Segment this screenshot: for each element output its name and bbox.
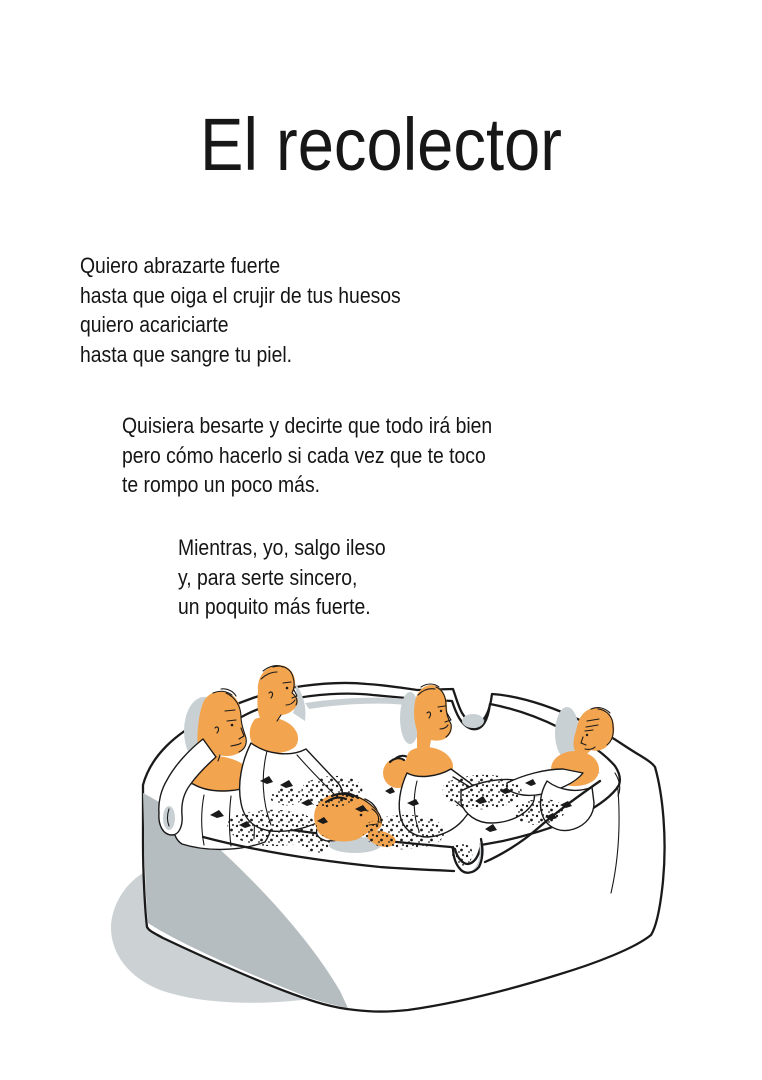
stanza-3 [178, 533, 386, 622]
poem-line: un poquito más fuerte. [178, 594, 371, 619]
ashtray-drawing [55, 633, 667, 1047]
poem-line: hasta que sangre tu piel. [80, 341, 293, 367]
stanza-1 [80, 251, 401, 369]
stanza-2 [122, 411, 492, 500]
poem-line: hasta que oiga el crujir de tus huesos [80, 282, 401, 308]
poem-line: Mientras, yo, salgo ileso [178, 535, 386, 560]
poem-line: te rompo un poco más. [122, 472, 321, 497]
poem-line: quiero acariciarte [80, 312, 229, 337]
poem-line: y, para serte sincero, [178, 564, 358, 590]
poem-line: Quiero abrazarte fuerte [80, 253, 281, 278]
poem-title: El recolector [200, 102, 562, 186]
poem-line: Quisiera besarte y decirte que todo irá bien [122, 413, 493, 438]
poem-line: pero cómo hacerlo si cada vez que te toco [122, 442, 486, 468]
ashtray-illustration [55, 633, 667, 1047]
